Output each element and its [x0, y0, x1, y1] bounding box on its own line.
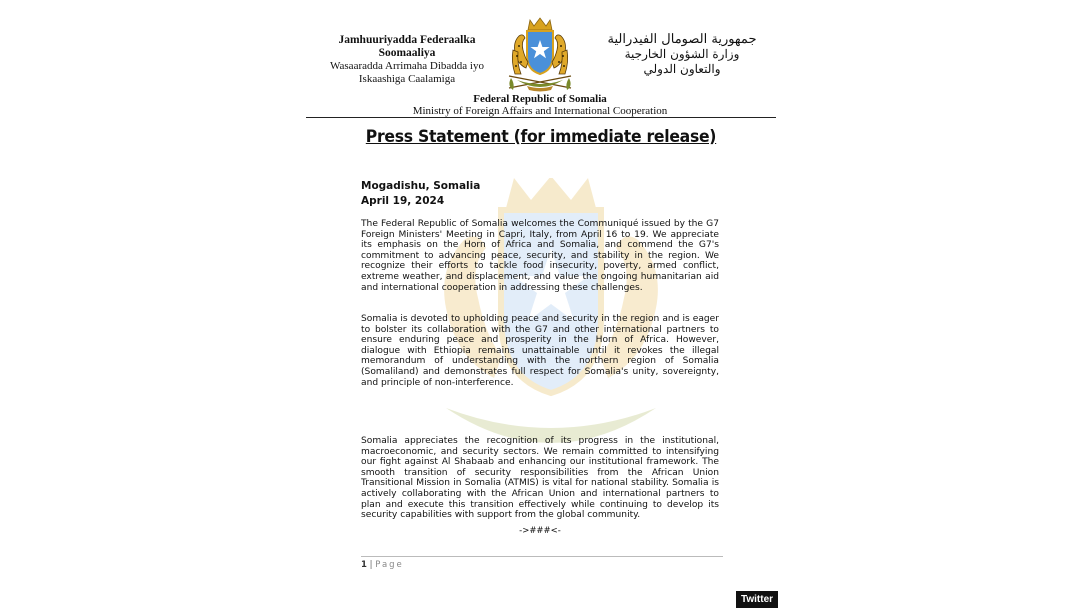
dateline-date: April 19, 2024: [361, 195, 445, 207]
letterhead-somali-line3: Iskaashiga Caalamiga: [358, 73, 456, 85]
page-number: 1: [361, 560, 367, 570]
end-mark: ->###<-: [519, 526, 561, 536]
dateline: [361, 179, 480, 209]
letterhead-arabic-line3: والتعاون الدولي: [643, 62, 721, 76]
letterhead-english-line2: Ministry of Foreign Affairs and International Cooperation: [412, 105, 668, 117]
letterhead-arabic: [594, 32, 770, 77]
letterhead-english-line1: Federal Republic of Somalia: [473, 93, 607, 105]
footer-divider: [361, 556, 723, 557]
letterhead-english: [380, 93, 700, 117]
letterhead-divider: [306, 117, 776, 118]
letterhead-somali-line2: Wasaaradda Arrimaha Dibadda iyo: [330, 60, 484, 72]
letterhead-somali-line1: Jamhuuriyadda Federaalka Soomaaliya: [338, 34, 476, 59]
somalia-coat-of-arms-icon: [497, 16, 583, 94]
statement-paragraph-2: Somalia is devoted to upholding peace and security in the region and is eager to bolster its collaboration with the G7 and other international partners to ensure enduring peace and prosperity in the Horn of Africa. However, dialogue with Ethiopia remains unattainable until it revokes the illegal memorandum of understanding with the northern region of Somalia (Somaliland) and demonstrates full respect for Somalia's unity, sovereignty, and principle of non-interference.: [361, 314, 719, 388]
page-separator: |: [369, 560, 373, 570]
page-label: Page: [375, 560, 404, 570]
statement-paragraph-3: Somalia appreciates the recognition of its progress in the institutional, macroeconomic, and security sectors. We remain committed to intensifying our fight against Al Shabaab and enhancing our institutional framework. The smooth transition of security responsibilities from the African Union Transitional Mission in Somalia (ATMIS) is vital for national stability. Somalia is actively collaborating with the African Union and international partners to plan and execute this transition effectively while continuing to develop its security capabilities with support from the global community.: [361, 436, 719, 521]
letterhead-somali: [318, 34, 496, 86]
statement-title: Press Statement (for immediate release): [365, 127, 717, 147]
page-footer: [361, 560, 404, 570]
dateline-place: Mogadishu, Somalia: [361, 180, 481, 192]
letterhead-arabic-line2: وزارة الشؤون الخارجية: [624, 47, 740, 61]
statement-paragraph-1: The Federal Republic of Somalia welcomes the Communiqué issued by the G7 Foreign Ministers' Meeting in Capri, Italy, from April 16 to 19. We appreciate its emphasis on the Horn of Africa and Somalia, and commend the G7's commitment to advancing peace, security, and stability in the region. We recognize their efforts to tackle food insecurity, poverty, armed conflict, extreme weather, and displacement, and value the ongoing humanitarian aid and international cooperation in addressing these challenges.: [361, 219, 719, 293]
letterhead-arabic-line1: جمهورية الصومال الفيدرالية: [607, 32, 757, 47]
source-credit-badge: Twitter: [736, 591, 778, 608]
